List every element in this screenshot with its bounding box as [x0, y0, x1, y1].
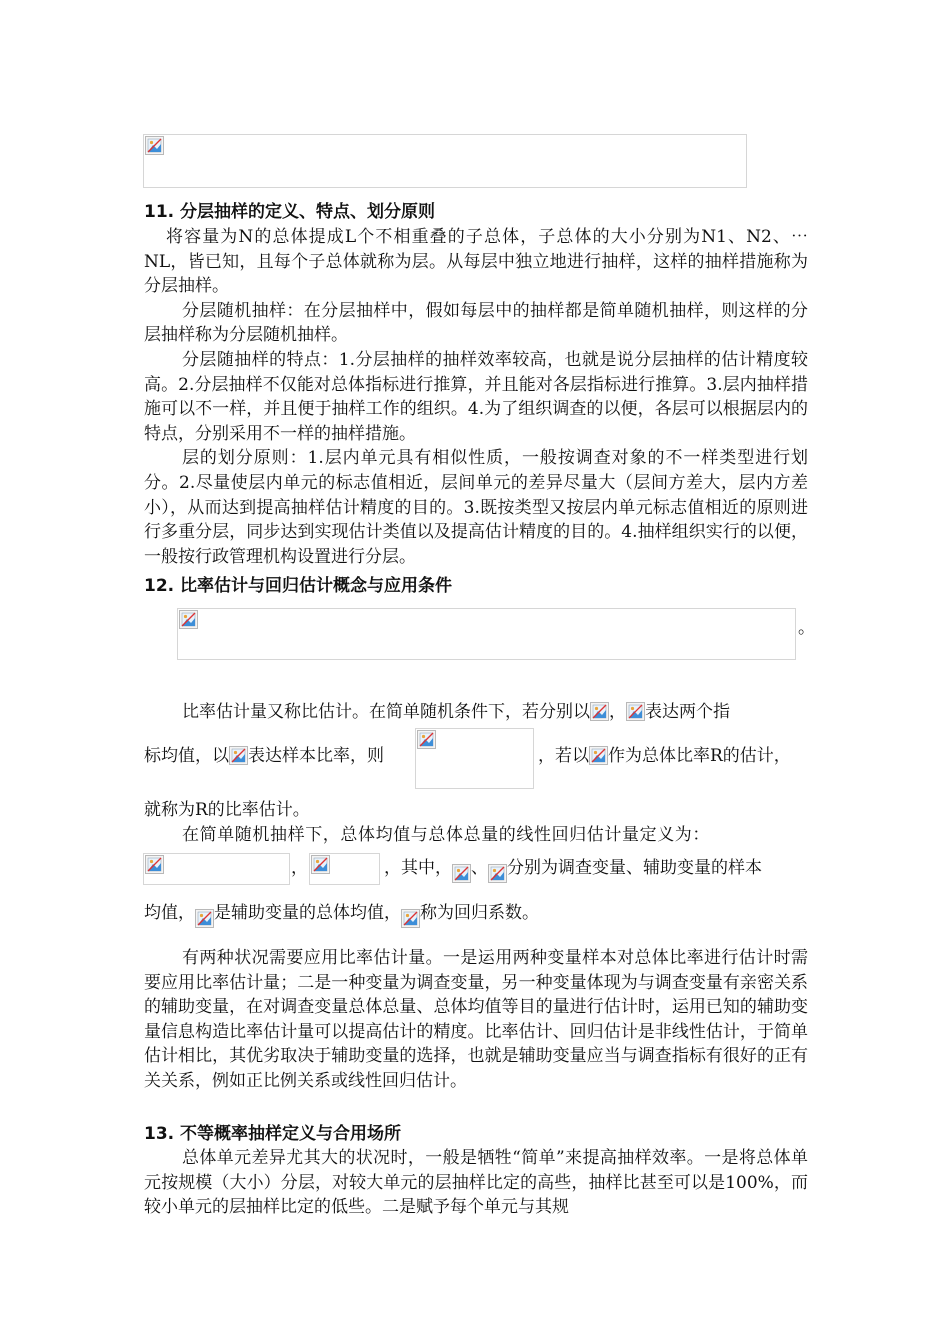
broken-image-icon — [179, 610, 198, 629]
ratio-text: 表达两个指 — [645, 702, 730, 722]
section-12-paragraph-conditions: 有两种状况需要应用比率估计量。一是运用两种变量样本对总体比率进行估计时需要应用比率估计量；二是一种变量为调查变量，另一种变量体现为与调查变量有亲密关系的辅助变量，在对调查变量总体总量、总体均值等目的量进行估计时，运用已知的辅助变量信息构造比率估计量可以提高估计的精度。比率估计、回归估计是非线性估计，于简单估计相比，其优劣取决于辅助变量的选择，也就是辅助变量应当与调查指标有很好的正有关关系，例如正比例关系或线性回归估计。 — [144, 948, 808, 1091]
ratio-text: ，若以 — [538, 746, 589, 766]
image-placeholder-formula — [177, 608, 796, 660]
ybar-icon — [590, 702, 609, 721]
comma: ， — [291, 858, 308, 878]
ratio-text: 均值， — [144, 903, 195, 923]
section-11-paragraph-3: 分层随抽样的特点：1.分层抽样的抽样效率较高，也就是说分层抽样的估计精度较高。2.分层抽样不仅能对总体指标进行推算，并且能对各层指标进行推算。3.层内抽样措施可以不一样，并且便于抽样工作的组织。4.为了组织调查的以便，各层可以根据层内的特点，分别采用不一样的抽样措施。 — [144, 349, 808, 444]
ratio-line-1 — [182, 697, 730, 722]
regression-formula-box-1 — [143, 853, 290, 885]
image-placeholder-top — [143, 134, 747, 188]
section-12-heading: 12. 比率估计与回归估计概念与应用条件 — [144, 576, 453, 596]
section-11-heading: 11. 分层抽样的定义、特点、划分原则 — [144, 202, 436, 222]
ratio-text: 称为回归系数。 — [420, 903, 539, 923]
comma: ， — [609, 702, 626, 722]
ratio-line-3: 就称为R的比率估计。 — [144, 800, 310, 820]
section-11-paragraph-2: 分层随机抽样：在分层抽样中，假如每层中的抽样都是简单随机抽样，则这样的分层抽样称为分层随机抽样。 — [144, 300, 808, 346]
ratio-text: 、 — [471, 858, 488, 878]
section-11-paragraph-4: 层的划分原则：1.层内单元具有相似性质，一般按调查对象的不一样类型进行划分。2.尽量使层内单元的标志值相近，层间单元的差异尽量大（层间方差大，层内方差小），从而达到提高抽样估计精度的目的。3.既按类型又按层内单元标志值相近的原则进行多重分层，同步达到实现估计类值以及提高估计精度的目的。4.抽样组织实行的以便，一般按行政管理机构设置进行分层。 — [144, 448, 808, 567]
broken-image-icon — [311, 855, 330, 874]
r-hat-icon — [589, 746, 608, 765]
broken-image-icon — [145, 136, 164, 155]
section-13-paragraph-1: 总体单元差异尤其大的状况时，一般是牺牲“简单”来提高抽样效率。一是将总体单元按规模（大小）分层，对较大单元的层抽样比定的高些，抽样比甚至可以是100%，而较小单元的层抽样比定的低些。二是赋予每个单元与其规 — [144, 1148, 808, 1218]
x-population-mean-icon — [195, 909, 214, 928]
ratio-text: 作为总体比率R的估计， — [608, 746, 791, 766]
ybar-icon — [452, 864, 471, 883]
ratio-text: 分别为调查变量、辅助变量的样本 — [507, 858, 762, 878]
ratio-text: 是辅助变量的总体均值， — [214, 903, 401, 923]
sample-ratio-icon — [229, 746, 248, 765]
broken-image-icon — [145, 855, 164, 874]
formula-period: 。 — [798, 618, 815, 638]
ratio-text: 表达样本比率，则 — [248, 746, 384, 766]
xbar-icon — [626, 702, 645, 721]
section-11-paragraph-1: 将容量为N的总体提成L个不相重叠的子总体，子总体的大小分别为N1、N2、⋯ NL，皆已知，且每个子总体就称为层。从每层中独立地进行抽样，这样的抽样措施称为分层抽样。 — [144, 227, 808, 297]
beta-icon — [401, 909, 420, 928]
ratio-text: 标均值，以 — [144, 746, 229, 766]
ratio-text: 比率估计量又称比估计。在简单随机条件下，若分别以 — [182, 702, 590, 722]
broken-image-icon — [417, 730, 436, 749]
ratio-line-2b — [538, 741, 791, 766]
regression-line-6 — [144, 898, 539, 928]
regression-intro: 在简单随机抽样下，总体均值与总体总量的线性回归估计量定义为： — [182, 825, 710, 845]
regression-line-5 — [384, 853, 762, 883]
section-13-heading: 13. 不等概率抽样定义与合用场所 — [144, 1124, 402, 1144]
ratio-text: ，其中， — [384, 858, 452, 878]
ratio-line-2 — [144, 741, 384, 766]
xbar-icon — [488, 864, 507, 883]
regression-formula-box-2 — [309, 853, 380, 885]
ratio-formula-box — [415, 728, 534, 789]
